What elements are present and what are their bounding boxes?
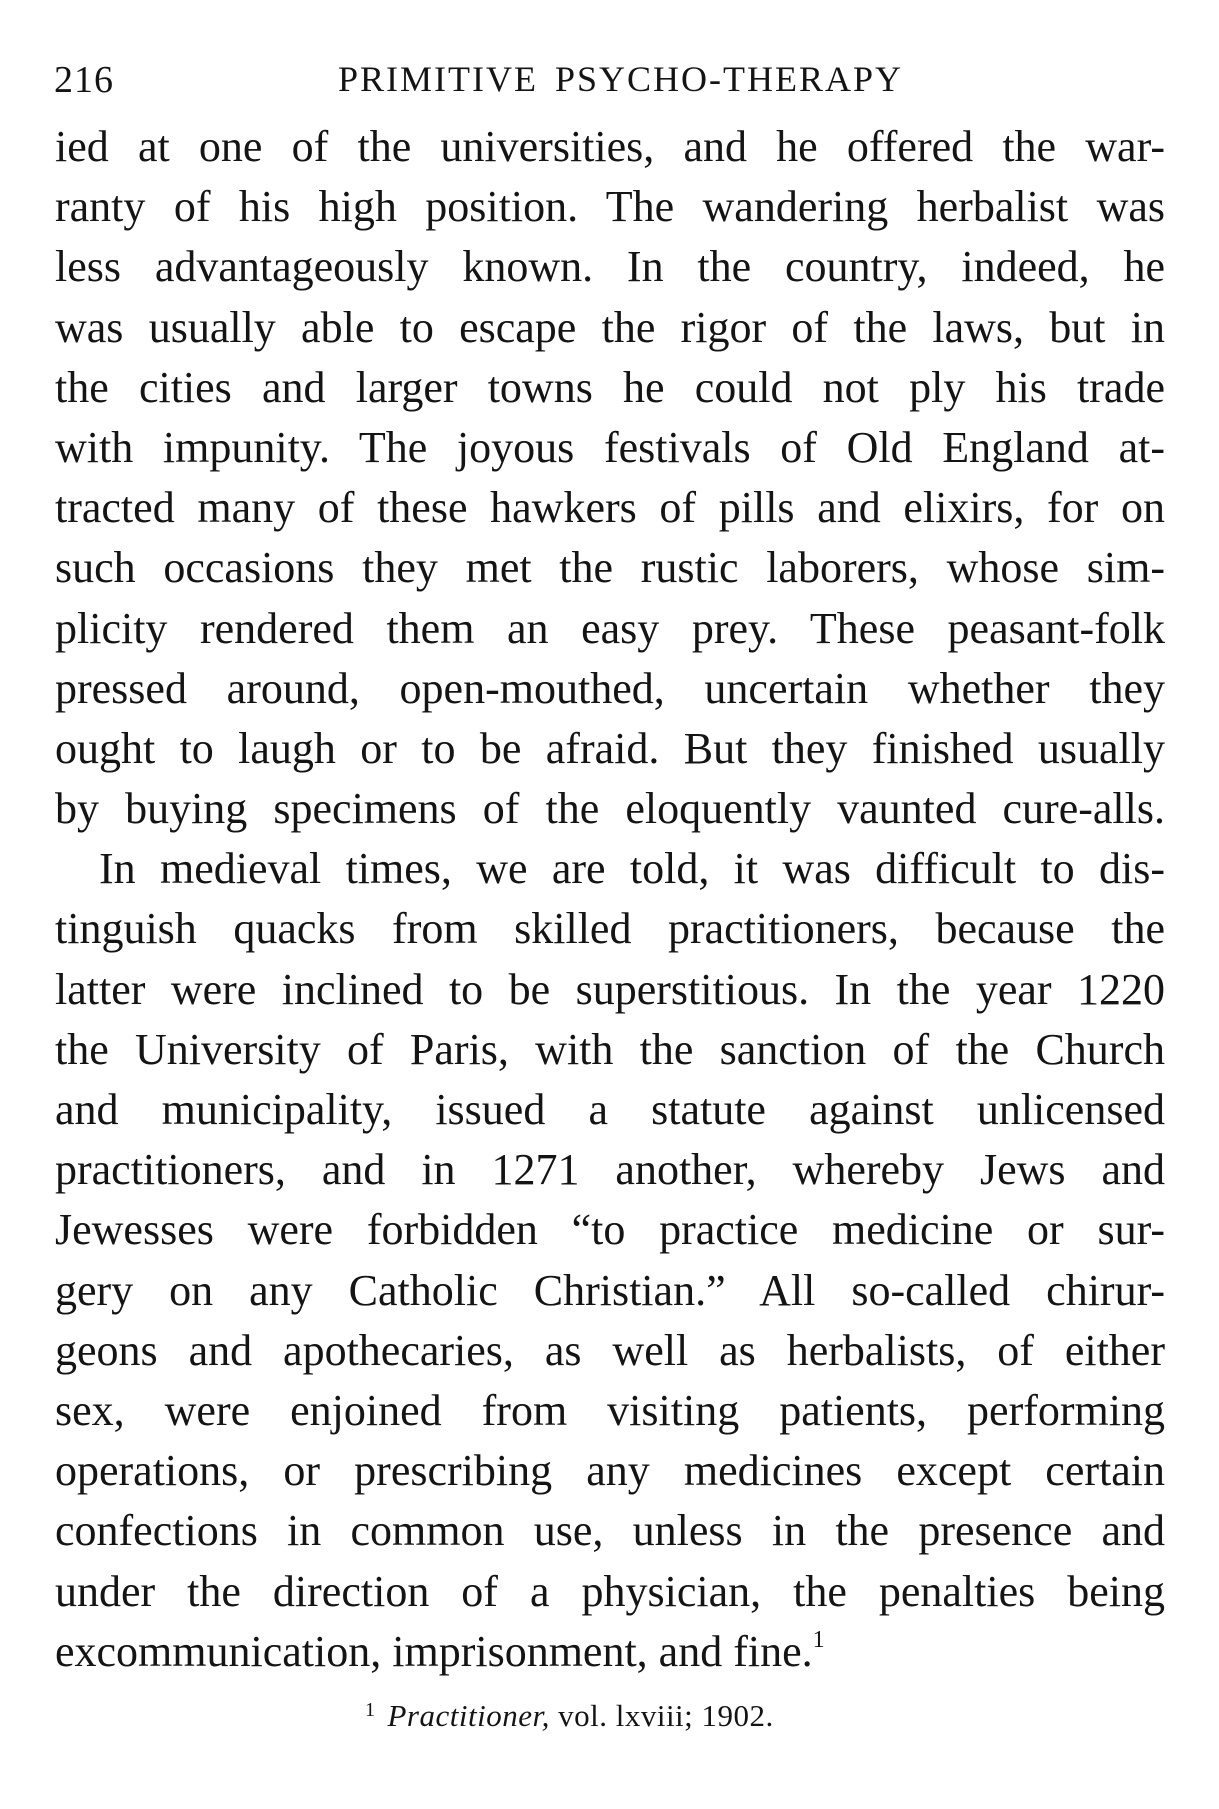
body-text bbox=[55, 117, 1165, 1682]
text-line: gery on any Catholic Christian.” All so-called chirur- bbox=[55, 1265, 1165, 1315]
text-line: latter were inclined to be superstitious. In the year 1220 bbox=[55, 964, 1165, 1014]
text-line-last bbox=[55, 1622, 1165, 1682]
footnote-reference[interactable]: 1 bbox=[812, 1626, 825, 1653]
text-line: and municipality, issued a statute against unlicensed bbox=[55, 1085, 1165, 1134]
text-line: the cities and larger towns he could not ply his trade bbox=[55, 362, 1165, 412]
page-header bbox=[48, 58, 1168, 108]
footnote bbox=[365, 1698, 774, 1734]
text-line-content: excommunication, imprisonment, and fine. bbox=[55, 1626, 813, 1676]
text-line: ranty of his high position. The wandering herbalist was bbox=[55, 182, 1165, 232]
text-line: the University of Paris, with the sanction of the Church bbox=[55, 1024, 1165, 1074]
text-line: sex, were enjoined from visiting patients, performing bbox=[55, 1385, 1165, 1435]
footnote-details: vol. lxviii; 1902. bbox=[549, 1698, 774, 1733]
text-line: pressed around, open-mouthed, uncertain whether they bbox=[55, 663, 1165, 713]
text-line: under the direction of a physician, the penalties being bbox=[55, 1566, 1165, 1616]
text-line: Jewesses were forbidden “to practice medicine or sur- bbox=[55, 1205, 1165, 1255]
footnote-journal: Practitioner, bbox=[387, 1698, 550, 1733]
text-line: with impunity. The joyous festivals of Old England at- bbox=[55, 422, 1165, 472]
paragraph-1 bbox=[55, 117, 1165, 839]
running-head: PRIMITIVE PSYCHO-THERAPY bbox=[338, 59, 904, 99]
footnote-marker: 1 bbox=[365, 1699, 376, 1721]
text-line: ought to laugh or to be afraid. But they finished usually bbox=[55, 723, 1165, 773]
page-number: 216 bbox=[54, 59, 114, 101]
paragraph-2 bbox=[55, 839, 1165, 1682]
text-line: plicity rendered them an easy prey. These peasant-folk bbox=[55, 603, 1165, 653]
text-line: less advantageously known. In the country, indeed, he bbox=[55, 242, 1165, 292]
text-line: confections in common use, unless in the presence and bbox=[55, 1506, 1165, 1556]
text-line: operations, or prescribing any medicines except certain bbox=[55, 1446, 1165, 1496]
text-line: practitioners, and in 1271 another, whereby Jews and bbox=[55, 1145, 1165, 1195]
text-line: tinguish quacks from skilled practitioners, because the bbox=[55, 904, 1165, 954]
text-line: was usually able to escape the rigor of the laws, but in bbox=[55, 302, 1165, 352]
text-line: tracted many of these hawkers of pills and elixirs, for on bbox=[55, 483, 1165, 533]
text-line: by buying specimens of the eloquently vaunted cure-alls. bbox=[55, 784, 1165, 834]
text-line: In medieval times, we are told, it was difficult to dis- bbox=[99, 844, 1165, 894]
text-line: geons and apothecaries, as well as herbalists, of either bbox=[55, 1325, 1165, 1375]
text-line: ied at one of the universities, and he offered the war- bbox=[55, 122, 1165, 171]
text-line: such occasions they met the rustic laborers, whose sim- bbox=[55, 543, 1165, 593]
